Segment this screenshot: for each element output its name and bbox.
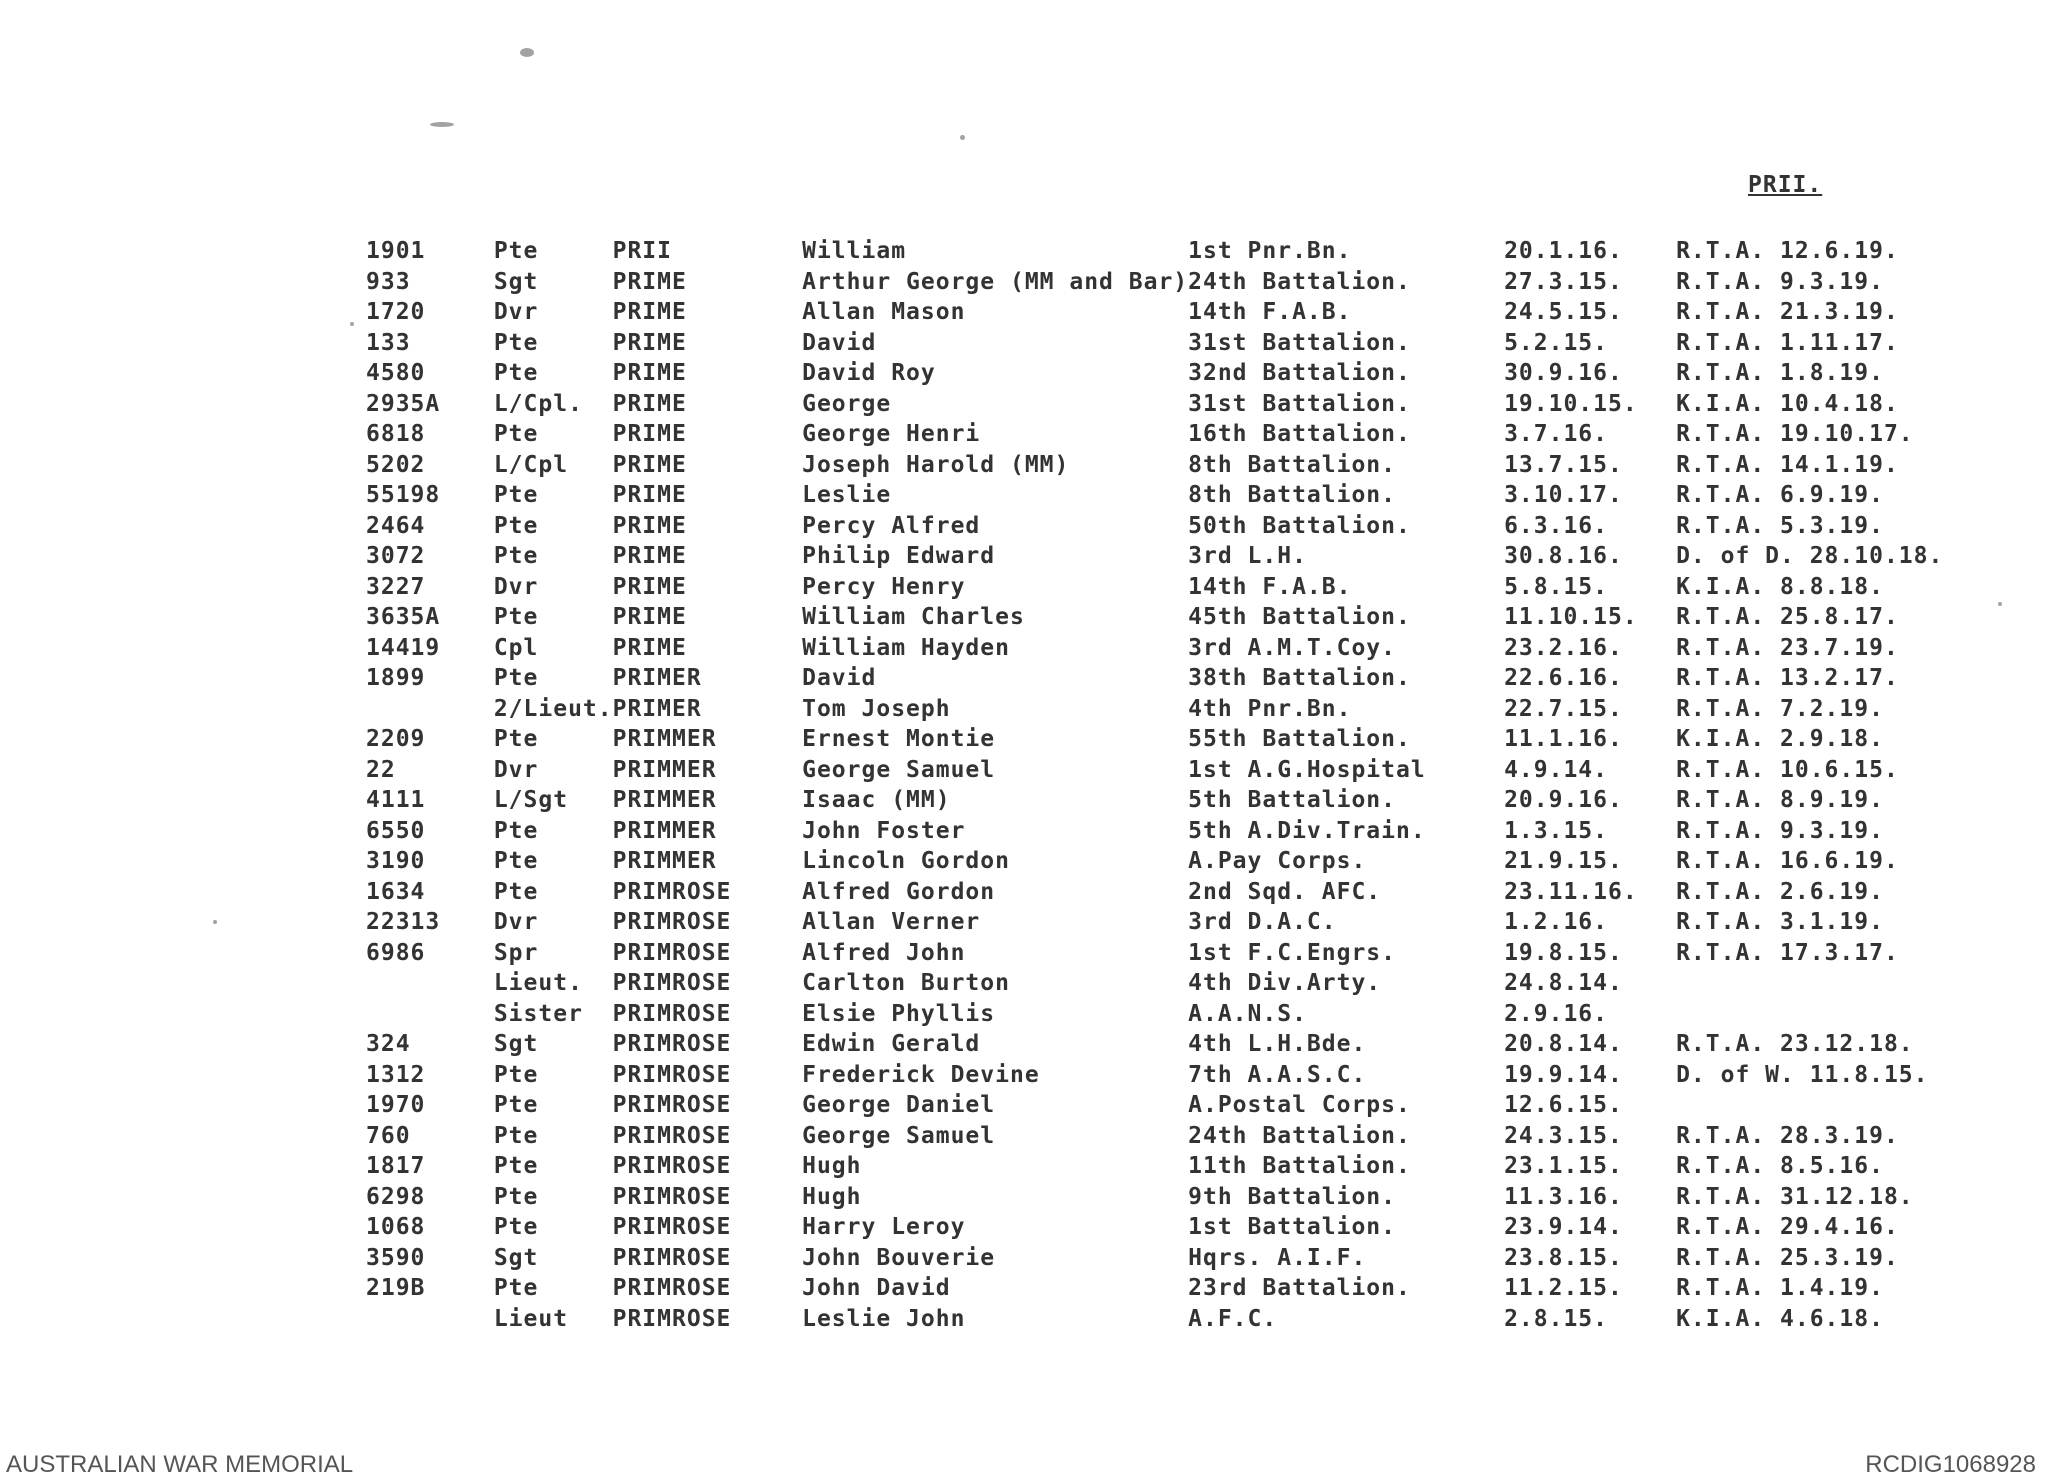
cell-enlistment-date: 13.7.15. bbox=[1504, 451, 1623, 478]
cell-service-number: 1068 bbox=[366, 1214, 426, 1240]
cell-enlistment-date: 20.8.14. bbox=[1504, 1031, 1623, 1057]
cell-given-names: William Charles bbox=[802, 604, 1025, 630]
cell-rank: Dvr bbox=[493, 573, 539, 600]
cell-enlistment-date: 22.6.16. bbox=[1504, 665, 1623, 691]
cell-surname: PRIMROSE bbox=[612, 1122, 732, 1149]
cell-service-number: 1634 bbox=[366, 878, 426, 905]
cell-service-number bbox=[366, 970, 494, 1001]
cell-rank: Pte bbox=[493, 238, 539, 264]
cell-unit: A.A.N.S. bbox=[1188, 1000, 1307, 1027]
table-row bbox=[366, 1123, 2048, 1154]
table-row bbox=[366, 635, 2048, 666]
scan-mark bbox=[960, 135, 965, 140]
cell-given-names: George Daniel bbox=[802, 1092, 996, 1118]
cell-enlistment-date: 12.6.15. bbox=[1504, 1092, 1623, 1118]
cell-rank: Pte bbox=[493, 329, 539, 356]
cell-unit: 11th Battalion. bbox=[1188, 1153, 1411, 1179]
cell-fate: K.I.A. 8.8.18. bbox=[1676, 573, 1884, 600]
cell-service-number: 6818 bbox=[366, 421, 426, 447]
cell-enlistment-date: 2.8.15. bbox=[1504, 1305, 1608, 1332]
cell-surname: PRIMMER bbox=[612, 787, 717, 813]
cell-given-names: George Samuel bbox=[802, 1122, 996, 1149]
cell-surname: PRIMROSE bbox=[612, 970, 732, 996]
cell-enlistment-date: 2.9.16. bbox=[1504, 1000, 1608, 1027]
cell-given-names: Harry Leroy bbox=[802, 1214, 966, 1240]
cell-surname: PRIMROSE bbox=[612, 1153, 732, 1179]
cell-fate: R.T.A. 9.3.19. bbox=[1676, 817, 1884, 844]
cell-rank: Pte bbox=[493, 1275, 539, 1301]
table-row bbox=[366, 543, 2048, 574]
cell-service-number: 1970 bbox=[366, 1092, 426, 1118]
table-row bbox=[366, 604, 2048, 635]
cell-surname: PRIMMER bbox=[612, 817, 717, 844]
cell-surname: PRIME bbox=[612, 329, 687, 356]
cell-unit: 24th Battalion. bbox=[1188, 1122, 1411, 1149]
cell-given-names: Percy Alfred bbox=[802, 512, 981, 539]
cell-unit: 23rd Battalion. bbox=[1188, 1275, 1411, 1301]
cell-given-names: Tom Joseph bbox=[802, 695, 951, 722]
cell-service-number: 4580 bbox=[366, 360, 426, 386]
cell-enlistment-date: 20.9.16. bbox=[1504, 787, 1623, 813]
cell-unit: 1st F.C.Engrs. bbox=[1188, 939, 1397, 966]
cell-given-names: Joseph Harold (MM) bbox=[802, 451, 1070, 478]
cell-given-names: Alfred John bbox=[802, 939, 966, 966]
cell-service-number: 1901 bbox=[366, 238, 426, 264]
cell-service-number: 933 bbox=[366, 268, 411, 295]
cell-rank: Cpl bbox=[493, 634, 539, 661]
cell-fate: K.I.A. 2.9.18. bbox=[1676, 726, 1884, 752]
cell-rank: Pte bbox=[493, 360, 539, 386]
cell-unit: 2nd Sqd. AFC. bbox=[1188, 878, 1382, 905]
table-row bbox=[366, 970, 2048, 1001]
table-row bbox=[366, 879, 2048, 910]
cell-unit: 50th Battalion. bbox=[1188, 512, 1411, 539]
cell-given-names: John David bbox=[802, 1275, 951, 1301]
cell-rank: Pte bbox=[493, 848, 539, 874]
cell-surname: PRIMROSE bbox=[612, 1244, 732, 1271]
cell-unit: 7th A.A.S.C. bbox=[1188, 1061, 1367, 1088]
scan-mark bbox=[520, 48, 534, 57]
cell-surname: PRIMROSE bbox=[612, 909, 732, 935]
cell-surname: PRIME bbox=[612, 451, 687, 478]
table-row bbox=[366, 848, 2048, 879]
cell-service-number: 2464 bbox=[366, 512, 426, 539]
cell-given-names: Leslie bbox=[802, 482, 892, 508]
cell-enlistment-date: 23.9.14. bbox=[1504, 1214, 1623, 1240]
cell-given-names: George Samuel bbox=[802, 756, 996, 783]
cell-fate: R.T.A. 2.6.19. bbox=[1676, 878, 1884, 905]
table-row bbox=[366, 696, 2048, 727]
cell-unit: 8th Battalion. bbox=[1188, 451, 1397, 478]
footer-institution: AUSTRALIAN WAR MEMORIAL bbox=[6, 1451, 354, 1478]
cell-enlistment-date: 11.10.15. bbox=[1504, 604, 1638, 630]
cell-enlistment-date: 22.7.15. bbox=[1504, 695, 1623, 722]
cell-unit: 4th Div.Arty. bbox=[1188, 970, 1382, 996]
cell-rank: Pte bbox=[493, 604, 539, 630]
cell-surname: PRIMER bbox=[612, 665, 702, 691]
cell-service-number: 4111 bbox=[366, 787, 426, 813]
cell-rank: Pte bbox=[493, 1061, 539, 1088]
cell-surname: PRIMROSE bbox=[612, 1214, 732, 1240]
cell-surname: PRIMROSE bbox=[612, 878, 732, 905]
cell-rank: L/Sgt bbox=[493, 787, 569, 813]
cell-enlistment-date: 24.8.14. bbox=[1504, 970, 1623, 996]
cell-given-names: Arthur George (MM and Bar) bbox=[802, 268, 1189, 295]
cell-unit: 14th F.A.B. bbox=[1188, 573, 1352, 600]
table-row bbox=[366, 1062, 2048, 1093]
cell-unit: A.Postal Corps. bbox=[1188, 1092, 1411, 1118]
cell-service-number: 1817 bbox=[366, 1153, 426, 1179]
table-row bbox=[366, 757, 2048, 788]
cell-service-number: 1312 bbox=[366, 1061, 426, 1088]
table-row bbox=[366, 818, 2048, 849]
cell-surname: PRIMMER bbox=[612, 756, 717, 783]
table-row bbox=[366, 574, 2048, 605]
cell-unit: 3rd A.M.T.Coy. bbox=[1188, 634, 1397, 661]
cell-fate: R.T.A. 9.3.19. bbox=[1676, 268, 1884, 295]
cell-service-number: 14419 bbox=[366, 634, 441, 661]
cell-surname: PRIMROSE bbox=[612, 1305, 732, 1332]
cell-surname: PRIMROSE bbox=[612, 1183, 732, 1210]
cell-fate: R.T.A. 31.12.18. bbox=[1676, 1183, 1914, 1210]
cell-fate: R.T.A. 1.8.19. bbox=[1676, 360, 1884, 386]
cell-enlistment-date: 30.9.16. bbox=[1504, 360, 1623, 386]
cell-unit: 14th F.A.B. bbox=[1188, 299, 1352, 325]
cell-service-number: 6550 bbox=[366, 817, 426, 844]
cell-fate: R.T.A. 16.6.19. bbox=[1676, 848, 1899, 874]
cell-service-number: 760 bbox=[366, 1122, 411, 1149]
cell-surname: PRIME bbox=[612, 634, 687, 661]
cell-rank: Pte bbox=[493, 482, 539, 508]
cell-enlistment-date: 5.8.15. bbox=[1504, 573, 1608, 600]
cell-enlistment-date: 19.10.15. bbox=[1504, 390, 1638, 417]
cell-given-names: Percy Henry bbox=[802, 573, 966, 600]
cell-unit: 5th A.Div.Train. bbox=[1188, 817, 1426, 844]
cell-enlistment-date: 11.3.16. bbox=[1504, 1183, 1623, 1210]
cell-rank: Dvr bbox=[493, 756, 539, 783]
cell-service-number bbox=[366, 1001, 494, 1032]
cell-surname: PRIME bbox=[612, 299, 687, 325]
cell-service-number bbox=[366, 696, 494, 727]
cell-fate: R.T.A. 12.6.19. bbox=[1676, 238, 1899, 264]
cell-rank: Pte bbox=[493, 1153, 539, 1179]
cell-given-names: Carlton Burton bbox=[802, 970, 1010, 996]
cell-surname: PRIME bbox=[612, 360, 687, 386]
cell-rank: Pte bbox=[493, 817, 539, 844]
cell-given-names: John Foster bbox=[802, 817, 966, 844]
cell-given-names: William Hayden bbox=[802, 634, 1010, 661]
cell-service-number: 3590 bbox=[366, 1244, 426, 1271]
cell-fate: R.T.A. 19.10.17. bbox=[1676, 421, 1914, 447]
table-row bbox=[366, 1031, 2048, 1062]
cell-given-names: David bbox=[802, 665, 877, 691]
cell-service-number bbox=[366, 1306, 494, 1337]
cell-given-names: Lincoln Gordon bbox=[802, 848, 1010, 874]
cell-service-number: 1720 bbox=[366, 299, 426, 325]
cell-unit: 32nd Battalion. bbox=[1188, 360, 1411, 386]
cell-given-names: William bbox=[802, 238, 907, 264]
cell-surname: PRIMROSE bbox=[612, 1275, 732, 1301]
cell-surname: PRII bbox=[612, 238, 672, 264]
cell-rank: Sgt bbox=[493, 1031, 539, 1057]
scan-mark bbox=[213, 920, 217, 924]
cell-given-names: Edwin Gerald bbox=[802, 1031, 981, 1057]
table-row bbox=[366, 665, 2048, 696]
cell-service-number: 3072 bbox=[366, 543, 426, 569]
cell-service-number: 55198 bbox=[366, 482, 441, 508]
cell-given-names: Ernest Montie bbox=[802, 726, 996, 752]
page-header-code: PRII. bbox=[1748, 172, 1823, 198]
table-row bbox=[366, 726, 2048, 757]
cell-given-names: Philip Edward bbox=[802, 543, 996, 569]
cell-fate: R.T.A. 23.7.19. bbox=[1676, 634, 1899, 661]
cell-fate: R.T.A. 29.4.16. bbox=[1676, 1214, 1899, 1240]
cell-given-names: George Henri bbox=[802, 421, 981, 447]
cell-rank: Spr bbox=[493, 939, 539, 966]
cell-unit: 31st Battalion. bbox=[1188, 329, 1411, 356]
cell-given-names: Allan Verner bbox=[802, 909, 981, 935]
cell-fate: K.I.A. 4.6.18. bbox=[1676, 1305, 1884, 1332]
cell-surname: PRIMMER bbox=[612, 726, 717, 752]
cell-unit: 55th Battalion. bbox=[1188, 726, 1411, 752]
cell-fate: R.T.A. 1.4.19. bbox=[1676, 1275, 1884, 1301]
cell-rank: Pte bbox=[493, 543, 539, 569]
cell-fate: R.T.A. 8.5.16. bbox=[1676, 1153, 1884, 1179]
cell-rank: Sgt bbox=[493, 1244, 539, 1271]
cell-given-names: Allan Mason bbox=[802, 299, 966, 325]
cell-fate: K.I.A. 10.4.18. bbox=[1676, 390, 1899, 417]
footer-reference: RCDIG1068928 bbox=[1865, 1451, 2036, 1478]
cell-surname: PRIMROSE bbox=[612, 1092, 732, 1118]
cell-service-number: 3635A bbox=[366, 604, 441, 630]
cell-fate: R.T.A. 21.3.19. bbox=[1676, 299, 1899, 325]
cell-rank: 2/Lieut. bbox=[493, 695, 613, 722]
cell-rank: Pte bbox=[493, 878, 539, 905]
cell-enlistment-date: 23.2.16. bbox=[1504, 634, 1623, 661]
cell-service-number: 22 bbox=[366, 756, 396, 783]
cell-service-number: 2935A bbox=[366, 390, 441, 417]
cell-unit: A.Pay Corps. bbox=[1188, 848, 1367, 874]
cell-unit: 45th Battalion. bbox=[1188, 604, 1411, 630]
cell-enlistment-date: 19.8.15. bbox=[1504, 939, 1623, 966]
cell-fate: R.T.A. 6.9.19. bbox=[1676, 482, 1884, 508]
table-row bbox=[366, 1214, 2048, 1245]
scan-mark bbox=[350, 322, 354, 326]
cell-rank: Dvr bbox=[493, 909, 539, 935]
cell-rank: Pte bbox=[493, 665, 539, 691]
cell-service-number: 2209 bbox=[366, 726, 426, 752]
cell-unit: 8th Battalion. bbox=[1188, 482, 1397, 508]
table-row bbox=[366, 482, 2048, 513]
cell-surname: PRIME bbox=[612, 604, 687, 630]
cell-surname: PRIME bbox=[612, 421, 687, 447]
cell-fate: R.T.A. 1.11.17. bbox=[1676, 329, 1899, 356]
cell-service-number: 5202 bbox=[366, 451, 426, 478]
table-row bbox=[366, 787, 2048, 818]
cell-enlistment-date: 19.9.14. bbox=[1504, 1061, 1623, 1088]
cell-surname: PRIMROSE bbox=[612, 1061, 732, 1088]
cell-given-names: Hugh bbox=[802, 1183, 862, 1210]
cell-fate: R.T.A. 3.1.19. bbox=[1676, 909, 1884, 935]
table-row bbox=[366, 391, 2048, 422]
cell-rank: Dvr bbox=[493, 299, 539, 325]
cell-enlistment-date: 11.2.15. bbox=[1504, 1275, 1623, 1301]
cell-surname: PRIME bbox=[612, 268, 687, 295]
cell-rank: Pte bbox=[493, 421, 539, 447]
cell-rank: Lieut bbox=[493, 1305, 569, 1332]
cell-given-names: Alfred Gordon bbox=[802, 878, 996, 905]
table-row bbox=[366, 1001, 2048, 1032]
cell-given-names: Hugh bbox=[802, 1153, 862, 1179]
cell-unit: 24th Battalion. bbox=[1188, 268, 1411, 295]
table-row bbox=[366, 360, 2048, 391]
cell-enlistment-date: 23.1.15. bbox=[1504, 1153, 1623, 1179]
cell-service-number: 3190 bbox=[366, 848, 426, 874]
cell-fate: R.T.A. 8.9.19. bbox=[1676, 787, 1884, 813]
cell-surname: PRIME bbox=[612, 482, 687, 508]
cell-surname: PRIMROSE bbox=[612, 1000, 732, 1027]
cell-unit: 1st Battalion. bbox=[1188, 1214, 1397, 1240]
cell-fate: R.T.A. 14.1.19. bbox=[1676, 451, 1899, 478]
cell-unit: 4th Pnr.Bn. bbox=[1188, 695, 1352, 722]
cell-enlistment-date: 20.1.16. bbox=[1504, 238, 1623, 264]
table-row bbox=[366, 940, 2048, 971]
cell-service-number: 3227 bbox=[366, 573, 426, 600]
cell-unit: 1st A.G.Hospital bbox=[1188, 756, 1426, 783]
cell-fate: D. of W. 11.8.15. bbox=[1676, 1061, 1929, 1088]
cell-rank: Sgt bbox=[493, 268, 539, 295]
cell-unit: 5th Battalion. bbox=[1188, 787, 1397, 813]
cell-enlistment-date: 1.3.15. bbox=[1504, 817, 1608, 844]
cell-unit: 31st Battalion. bbox=[1188, 390, 1411, 417]
cell-given-names: Isaac (MM) bbox=[802, 787, 951, 813]
table-row bbox=[366, 1245, 2048, 1276]
cell-fate: D. of D. 28.10.18. bbox=[1676, 543, 1944, 569]
cell-surname: PRIMROSE bbox=[612, 1031, 732, 1057]
cell-unit: 16th Battalion. bbox=[1188, 421, 1411, 447]
table-row bbox=[366, 238, 2048, 269]
cell-given-names: Elsie Phyllis bbox=[802, 1000, 996, 1027]
cell-enlistment-date: 11.1.16. bbox=[1504, 726, 1623, 752]
cell-enlistment-date: 4.9.14. bbox=[1504, 756, 1608, 783]
cell-enlistment-date: 24.5.15. bbox=[1504, 299, 1623, 325]
cell-service-number: 6986 bbox=[366, 939, 426, 966]
table-row bbox=[366, 452, 2048, 483]
cell-given-names: David Roy bbox=[802, 360, 936, 386]
cell-surname: PRIME bbox=[612, 512, 687, 539]
cell-service-number: 6298 bbox=[366, 1183, 426, 1210]
cell-rank: Lieut. bbox=[493, 970, 583, 996]
cell-given-names: David bbox=[802, 329, 877, 356]
cell-given-names: Leslie John bbox=[802, 1305, 966, 1332]
cell-fate: R.T.A. 28.3.19. bbox=[1676, 1122, 1899, 1149]
cell-fate: R.T.A. 25.3.19. bbox=[1676, 1244, 1899, 1271]
cell-unit: 1st Pnr.Bn. bbox=[1188, 238, 1352, 264]
cell-surname: PRIME bbox=[612, 390, 687, 417]
cell-given-names: George bbox=[802, 390, 892, 417]
cell-service-number: 22313 bbox=[366, 909, 441, 935]
table-row bbox=[366, 330, 2048, 361]
cell-given-names: Frederick Devine bbox=[802, 1061, 1040, 1088]
table-row bbox=[366, 1153, 2048, 1184]
cell-surname: PRIMER bbox=[612, 695, 702, 722]
table-row bbox=[366, 1306, 2048, 1337]
cell-fate: R.T.A. 7.2.19. bbox=[1676, 695, 1884, 722]
cell-unit: Hqrs. A.I.F. bbox=[1188, 1244, 1367, 1271]
cell-rank: Pte bbox=[493, 1214, 539, 1240]
cell-enlistment-date: 30.8.16. bbox=[1504, 543, 1623, 569]
cell-fate: R.T.A. 5.3.19. bbox=[1676, 512, 1884, 539]
cell-enlistment-date: 6.3.16. bbox=[1504, 512, 1608, 539]
cell-unit: 4th L.H.Bde. bbox=[1188, 1031, 1367, 1057]
table-row bbox=[366, 1275, 2048, 1306]
cell-rank: L/Cpl bbox=[493, 451, 569, 478]
table-row bbox=[366, 299, 2048, 330]
cell-rank: Pte bbox=[493, 726, 539, 752]
cell-fate: R.T.A. 25.8.17. bbox=[1676, 604, 1899, 630]
cell-enlistment-date: 23.8.15. bbox=[1504, 1244, 1623, 1271]
cell-fate: R.T.A. 17.3.17. bbox=[1676, 939, 1899, 966]
cell-enlistment-date: 24.3.15. bbox=[1504, 1122, 1623, 1149]
cell-surname: PRIMMER bbox=[612, 848, 717, 874]
cell-rank: Sister bbox=[493, 1000, 583, 1027]
cell-enlistment-date: 21.9.15. bbox=[1504, 848, 1623, 874]
cell-enlistment-date: 3.7.16. bbox=[1504, 421, 1608, 447]
cell-rank: Pte bbox=[493, 1183, 539, 1210]
cell-enlistment-date: 27.3.15. bbox=[1504, 268, 1623, 295]
cell-rank: Pte bbox=[493, 512, 539, 539]
table-row bbox=[366, 513, 2048, 544]
table-row bbox=[366, 421, 2048, 452]
cell-enlistment-date: 1.2.16. bbox=[1504, 909, 1608, 935]
cell-unit: 3rd L.H. bbox=[1188, 543, 1307, 569]
cell-service-number: 219B bbox=[366, 1275, 426, 1301]
table-row bbox=[366, 909, 2048, 940]
cell-enlistment-date: 3.10.17. bbox=[1504, 482, 1623, 508]
cell-unit: A.F.C. bbox=[1188, 1305, 1278, 1332]
cell-given-names: John Bouverie bbox=[802, 1244, 996, 1271]
cell-unit: 9th Battalion. bbox=[1188, 1183, 1397, 1210]
cell-enlistment-date: 23.11.16. bbox=[1504, 878, 1638, 905]
cell-fate: R.T.A. 13.2.17. bbox=[1676, 665, 1899, 691]
cell-fate: R.T.A. 23.12.18. bbox=[1676, 1031, 1914, 1057]
cell-fate bbox=[1676, 970, 2048, 1001]
cell-unit: 38th Battalion. bbox=[1188, 665, 1411, 691]
cell-fate bbox=[1676, 1092, 2048, 1123]
cell-surname: PRIME bbox=[612, 573, 687, 600]
cell-rank: L/Cpl. bbox=[493, 390, 583, 417]
table-row bbox=[366, 1184, 2048, 1215]
cell-service-number: 324 bbox=[366, 1031, 411, 1057]
table-row bbox=[366, 1092, 2048, 1123]
cell-service-number: 1899 bbox=[366, 665, 426, 691]
cell-fate: R.T.A. 10.6.15. bbox=[1676, 756, 1899, 783]
cell-service-number: 133 bbox=[366, 329, 411, 356]
cell-rank: Pte bbox=[493, 1122, 539, 1149]
table-row bbox=[366, 269, 2048, 300]
cell-fate bbox=[1676, 1001, 2048, 1032]
scan-mark bbox=[430, 122, 454, 127]
cell-surname: PRIME bbox=[612, 543, 687, 569]
cell-unit: 3rd D.A.C. bbox=[1188, 909, 1337, 935]
nominal-roll-table bbox=[366, 238, 2048, 1336]
cell-enlistment-date: 5.2.15. bbox=[1504, 329, 1608, 356]
cell-rank: Pte bbox=[493, 1092, 539, 1118]
cell-surname: PRIMROSE bbox=[612, 939, 732, 966]
